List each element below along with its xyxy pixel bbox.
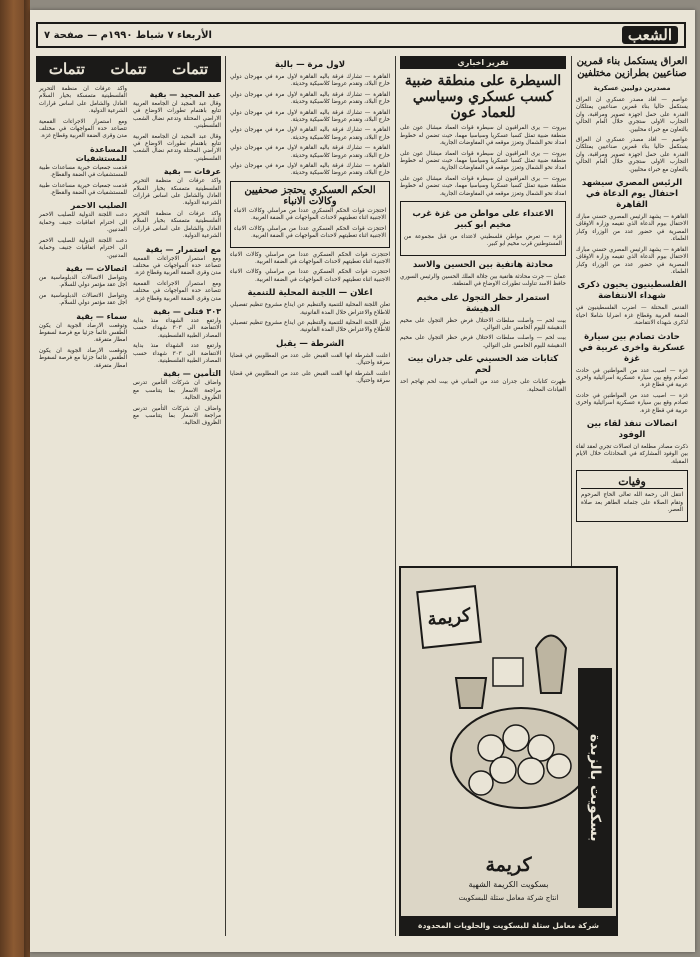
lead-kicker: مصدرين دوليين عسكرية xyxy=(593,84,671,92)
continuations-title: تتمات xyxy=(110,60,147,78)
sub1-headline: الاعتداء على مواطن من غزة غرب مخيم ابو كبير xyxy=(412,208,554,230)
mid-story3-body: تعلن اللجنة المحلية للتنمية والتنظيم عن ايداع مشروع تنظيم تفصيلي للاطلاع والاعتراض خلال المدة القانونية. xyxy=(230,302,390,316)
mid-story1-body-3: القاهرة — تشارك فرقة باليه القاهرة لاول مرة في مهرجان دولي خارج البلاد، وتقدم عروضا كلاسيكية وحديثة. xyxy=(230,109,390,124)
binding-edge xyxy=(0,0,30,957)
story3-body: القدس المحتلة — اضرب الفلسطينيون في الضفة الغربية وقطاع غزة اضرابا شاملا احياء لذكرى شهداء الانتفاضة. xyxy=(576,305,688,327)
report-body: بيروت — يرى المراقبون ان سيطرة قوات العماد ميشال عون على منطقة ضبية تمثل كسبا عسكريا وسياسيا مهما، حيث تضمن له خطوط امداد نحو الشمال وتعزز موقعه في المفاوضات الجارية. xyxy=(400,125,566,147)
column-continuations xyxy=(36,56,221,936)
sub1-body: غزة — تعرض مواطن فلسطيني لاعتداء من قبل مجموعة من المستوطنين قرب مخيم ابو كبير. xyxy=(404,233,562,248)
sub1-box xyxy=(400,201,566,256)
obituary-body: انتقل الى رحمة الله تعالى الحاج المرحوم وتقام الصلاة على جثمانه الطاهر بعد صلاة العصر. xyxy=(581,492,683,513)
cont5-body-2: واضاف ان شركات التأمين تدرس مراجعة الاسعار بما يتناسب مع الظروف الحالية. xyxy=(133,405,221,427)
cont-intro-2: ومع استمرار الاجراءات القمعية تتصاعد حدة المواجهات في مختلف مدن وقرى الضفة الغربية وقطاع غزة. xyxy=(39,118,127,140)
cont6-body-2: قدمت جمعيات خيرية مساعدات طبية للمستشفيات في الضفة والقطاع. xyxy=(39,182,127,197)
obituary-title: وفيات xyxy=(581,475,683,489)
mid-story4-headline: الشرطة — يقبل xyxy=(276,338,344,349)
column-rule xyxy=(395,56,396,936)
cont8-body: وتتواصل الاتصالات الدبلوماسية من اجل عقد مؤتمر دولي للسلام. xyxy=(39,274,127,289)
sub3-headline: استمرار حظر التجول على مخيم الدهيشة xyxy=(416,292,550,314)
biscuit-tray-illustration xyxy=(441,608,591,838)
report-body-3: بيروت — يرى المراقبون ان سيطرة قوات العماد ميشال عون على منطقة ضبية تمثل كسبا عسكريا وسياسيا مهما، حيث تضمن له خطوط امداد نحو الشمال وتعزز موقعه في المفاوضات الجارية. xyxy=(400,175,566,197)
story2-body: القاهرة — يشهد الرئيس المصري حسني مبارك الاحتفال بيوم الدعاة الذي تقيمه وزارة الاوقاف المصرية في حضور عدد من الوزراء وكبار العلماء. xyxy=(576,214,688,243)
cont7-body: دعت اللجنة الدولية للصليب الاحمر الى احترام اتفاقيات جنيف وحماية المدنيين. xyxy=(39,212,127,234)
sub4-body: ظهرت كتابات على جدران عدد من المباني في بيت لحم تهاجم احد القيادات المحلية. xyxy=(400,379,566,393)
column-middle xyxy=(230,56,390,936)
ad-footer: شركة معامل ستلة للبسكويت والحلويات المحدودة xyxy=(401,916,616,934)
mid-story2-headline: الحكم العسكري يحتجز صحفيين وكالات الانباء xyxy=(244,184,376,208)
cont5-body: واضاف ان شركات التأمين تدرس مراجعة الاسعار بما يتناسب مع الظروف الحالية. xyxy=(133,380,221,402)
continuations-subcol-right xyxy=(133,86,221,431)
mid-story1-body-2: القاهرة — تشارك فرقة باليه القاهرة لاول مرة في مهرجان دولي خارج البلاد، وتقدم عروضا كلاسيكية وحديثة. xyxy=(230,91,390,106)
cont8-body-2: وتتواصل الاتصالات الدبلوماسية من اجل عقد مؤتمر دولي للسلام. xyxy=(39,292,127,307)
story5-body: ذكرت مصادر مطلعة ان اتصالات تجري لعقد لقاء بين الوفود المشاركة في المحادثات خلال الايام المقبلة. xyxy=(576,443,688,465)
mid-story1-headline: لاول مرة — بالية xyxy=(274,60,346,70)
sub4-headline: كتابات ضد الحسيني على جدران بيت لحم xyxy=(407,354,559,376)
sub2-body: عمان — جرت محادثة هاتفية بين جلالة الملك الحسين والرئيس السوري حافظ الاسد تناولت تطورات الاوضاع في المنطقة. xyxy=(400,273,566,288)
mid-story1-body-5: القاهرة — تشارك فرقة باليه القاهرة لاول مرة في مهرجان دولي خارج البلاد، وتقدم عروضا كلاسيكية وحديثة. xyxy=(230,145,390,159)
ad-tagline: كريمة xyxy=(485,854,532,876)
cont9-headline: سماء — بقية xyxy=(76,311,127,321)
sub2-headline: محادثة هاتفية بين الحسين والاسد xyxy=(412,259,554,270)
biscuit-advertisement xyxy=(399,566,618,936)
obituary-box xyxy=(576,470,688,522)
mid-story2-body: احتجزت قوات الحكم العسكري عددا من مراسلي وكالات الانباء الاجنبية اثناء تغطيتهم لاحداث المواجهات في الضفة الغربية. xyxy=(234,207,386,222)
cont3-headline: مع استمرار — بقية xyxy=(145,244,221,254)
cont3-body-2: ومع استمرار الاجراءات القمعية تتصاعد حدة المواجهات في مختلف مدن وقرى الضفة الغربية وقطاع غزة. xyxy=(133,280,221,302)
cont7-headline: الصليب الاحمر xyxy=(70,201,127,211)
mid-story2-box xyxy=(230,181,390,248)
lead-body-cont: عواصم — افاد مصدر عسكري ان العراق يستكمل حاليا بناء قمرين صناعيين يمتلكان القدرة على حمل اجهزة تصوير ومراقبة، وان التجارب الاولى ستجري خلال العام الحالي بالتعاون مع خبراء محليين. xyxy=(576,137,688,173)
cont2-headline: عرفات — بقية xyxy=(163,167,221,177)
ad-brand-logo: كريمة xyxy=(416,585,482,649)
column-report xyxy=(400,56,566,561)
lead-body: عواصم — افاد مصدر عسكري ان العراق يستكمل حاليا بناء قمرين صناعيين يمتلكان القدرة على حمل اجهزة تصوير ومراقبة، وان التجارب الاولى ستجري خلال العام الحالي بالتعاون مع خبراء محليين. xyxy=(576,97,688,133)
report-body-2: بيروت — يرى المراقبون ان سيطرة قوات العماد ميشال عون على منطقة ضبية تمثل كسبا عسكريا وسياسيا مهما، حيث تضمن له خطوط امداد نحو الشمال وتعزز موقعه في المفاوضات الجارية. xyxy=(400,150,566,172)
mid-story1-body: القاهرة — تشارك فرقة باليه القاهرة لاول مرة في مهرجان دولي خارج البلاد، وتقدم عروضا كلاسيكية وحديثة. xyxy=(230,74,390,88)
cont1-body: وقال عبد المجيد ان الجامعة العربية تتابع باهتمام تطورات الاوضاع في الاراضي المحتلة وتدعم نضال الشعب الفلسطيني. xyxy=(133,101,221,130)
mid-story2-cont-2: احتجزت قوات الحكم العسكري عددا من مراسلي وكالات الانباء الاجنبية اثناء تغطيتهم لاحداث المواجهات في الضفة الغربية. xyxy=(230,269,390,283)
mid-story3-body-2: تعلن اللجنة المحلية للتنمية والتنظيم عن ايداع مشروع تنظيم تفصيلي للاطلاع والاعتراض خلال المدة القانونية. xyxy=(230,319,390,334)
cont1-body-2: وقال عبد المجيد ان الجامعة العربية تتابع باهتمام تطورات الاوضاع في الاراضي المحتلة وتدعم نضال الشعب الفلسطيني. xyxy=(133,133,221,162)
mid-story2-body-2: احتجزت قوات الحكم العسكري عددا من مراسلي وكالات الانباء الاجنبية اثناء تغطيتهم لاحداث المواجهات في الضفة الغربية. xyxy=(234,225,386,240)
story2-body-cont: القاهرة — يشهد الرئيس المصري حسني مبارك الاحتفال بيوم الدعاة الذي تقيمه وزارة الاوقاف المصرية في حضور عدد من الوزراء وكبار العلماء. xyxy=(576,246,688,275)
cont9-body-2: وتوقعت الارصاد الجوية ان يكون الطقس غائما جزئيا مع فرصة لسقوط امطار متفرقة. xyxy=(39,347,127,369)
continuations-title: تتمات xyxy=(172,60,209,78)
cont1-headline: عبد المجيد — بقية xyxy=(149,90,221,99)
continuations-title: تتمات xyxy=(48,60,85,78)
cont-intro: واكد عرفات ان منظمة التحرير الفلسطينية متمسكة بخيار السلام العادل والشامل على اساس قرارات الشرعية الدولية. xyxy=(39,86,127,115)
cont4-body-2: وارتفع عدد الشهداء منذ بداية الانتفاضة الى ٣٠٣ شهداء حسب المصادر الطبية الفلسطينية. xyxy=(133,343,221,364)
sub3-body-cont: بيت لحم — واصلت سلطات الاحتلال فرض حظر التجول على مخيم الدهيشة لليوم الخامس على التوالي. xyxy=(400,335,566,349)
cont8-headline: اتصالات — بقية xyxy=(65,263,127,273)
page-header xyxy=(36,22,686,48)
ad-side-banner: بسكويت بالزبدة xyxy=(578,668,612,908)
cont9-body: وتوقعت الارصاد الجوية ان يكون الطقس غائما جزئيا مع فرصة لسقوط امطار متفرقة. xyxy=(39,322,127,344)
report-headline: السيطرة على منطقة ضبية كسب عسكري وسياسي للعماد عون xyxy=(404,73,562,122)
mid-story4-body-2: اعلنت الشرطة انها القت القبض على عدد من المطلوبين في قضايا سرقة واحتيال. xyxy=(230,370,390,384)
mid-story1-body-4: القاهرة — تشارك فرقة باليه القاهرة لاول مرة في مهرجان دولي خارج البلاد، وتقدم عروضا كلاسيكية وحديثة. xyxy=(230,127,390,141)
cont4-headline: ٣٠٣ قتلى — بقية xyxy=(153,306,221,316)
story4-body-cont: غزة — اصيب عدد من المواطنين في حادث تصادم وقع بين سيارة عسكرية اسرائيلية واخرى عربية في قطاع غزة. xyxy=(576,392,688,414)
mid-story2-cont: احتجزت قوات الحكم العسكري عددا من مراسلي وكالات الانباء الاجنبية اثناء تغطيتهم لاحداث المواجهات في الضفة الغربية. xyxy=(230,251,390,265)
ad-subtitle-2: انتاج شركة معامل ستلة للبسكويت xyxy=(458,894,559,902)
story2-headline: الرئيس المصري سيشهد احتفال يوم الدعاة في القاهرة xyxy=(581,178,683,211)
lead-headline: العراق يستكمل بناء قمرين صناعيين بطرازين مختلفين xyxy=(576,56,688,79)
story5-headline: اتصالات تنفذ لقاء بين الوفود xyxy=(586,418,678,440)
cont6-headline: المساعدة للمستشفيات xyxy=(75,144,127,163)
ad-subtitle: بسكويت الكريمة الشهية xyxy=(468,880,549,889)
continuations-subcol-left xyxy=(39,86,127,431)
cont6-body: قدمت جمعيات خيرية مساعدات طبية للمستشفيات في الضفة والقطاع. xyxy=(39,164,127,179)
mid-story1-body-6: القاهرة — تشارك فرقة باليه القاهرة لاول مرة في مهرجان دولي خارج البلاد، وتقدم عروضا كلاسيكية وحديثة. xyxy=(230,163,390,177)
mid-story4-body: اعلنت الشرطة انها القت القبض على عدد من المطلوبين في قضايا سرقة واحتيال. xyxy=(230,352,390,367)
report-label: تقرير اخباري xyxy=(400,56,566,69)
sub3-body: بيت لحم — واصلت سلطات الاحتلال فرض حظر التجول على مخيم الدهيشة لليوم الخامس على التوالي. xyxy=(400,317,566,331)
story4-body: غزة — اصيب عدد من المواطنين في حادث تصادم وقع بين سيارة عسكرية اسرائيلية واخرى عربية في قطاع غزة. xyxy=(576,367,688,389)
dateline: الأربعاء ٧ شباط ١٩٩٠م — صفحة ٧ xyxy=(44,29,212,41)
cont3-body: ومع استمرار الاجراءات القمعية تتصاعد حدة المواجهات في مختلف مدن وقرى الضفة الغربية وقطاع غزة. xyxy=(133,255,221,277)
cont7-body-2: دعت اللجنة الدولية للصليب الاحمر الى احترام اتفاقيات جنيف وحماية المدنيين. xyxy=(39,237,127,259)
story3-headline: الفلسطينيون يحيون ذكرى شهداء الانتفاضة xyxy=(577,280,687,302)
cont5-headline: التأمين — بقية xyxy=(163,369,221,379)
column-rule xyxy=(225,56,226,936)
mid-story3-headline: اعلان — اللجنة المحلية للتنمية xyxy=(247,288,373,299)
cont2-body-2: واكد عرفات ان منظمة التحرير الفلسطينية متمسكة بخيار السلام العادل والشامل على اساس قرارات الشرعية الدولية. xyxy=(133,210,221,240)
cont4-body: وارتفع عدد الشهداء منذ بداية الانتفاضة الى ٣٠٣ شهداء حسب المصادر الطبية الفلسطينية. xyxy=(133,317,221,339)
continuations-header xyxy=(36,56,221,82)
story4-headline: حادث تصادم بين سيارة عسكرية واخرى عربية في غزة xyxy=(578,331,686,364)
paper-name: الشعب xyxy=(622,26,678,44)
cont2-body: واكد عرفات ان منظمة التحرير الفلسطينية متمسكة بخيار السلام العادل والشامل على اساس قرارات الشرعية الدولية. xyxy=(133,178,221,207)
